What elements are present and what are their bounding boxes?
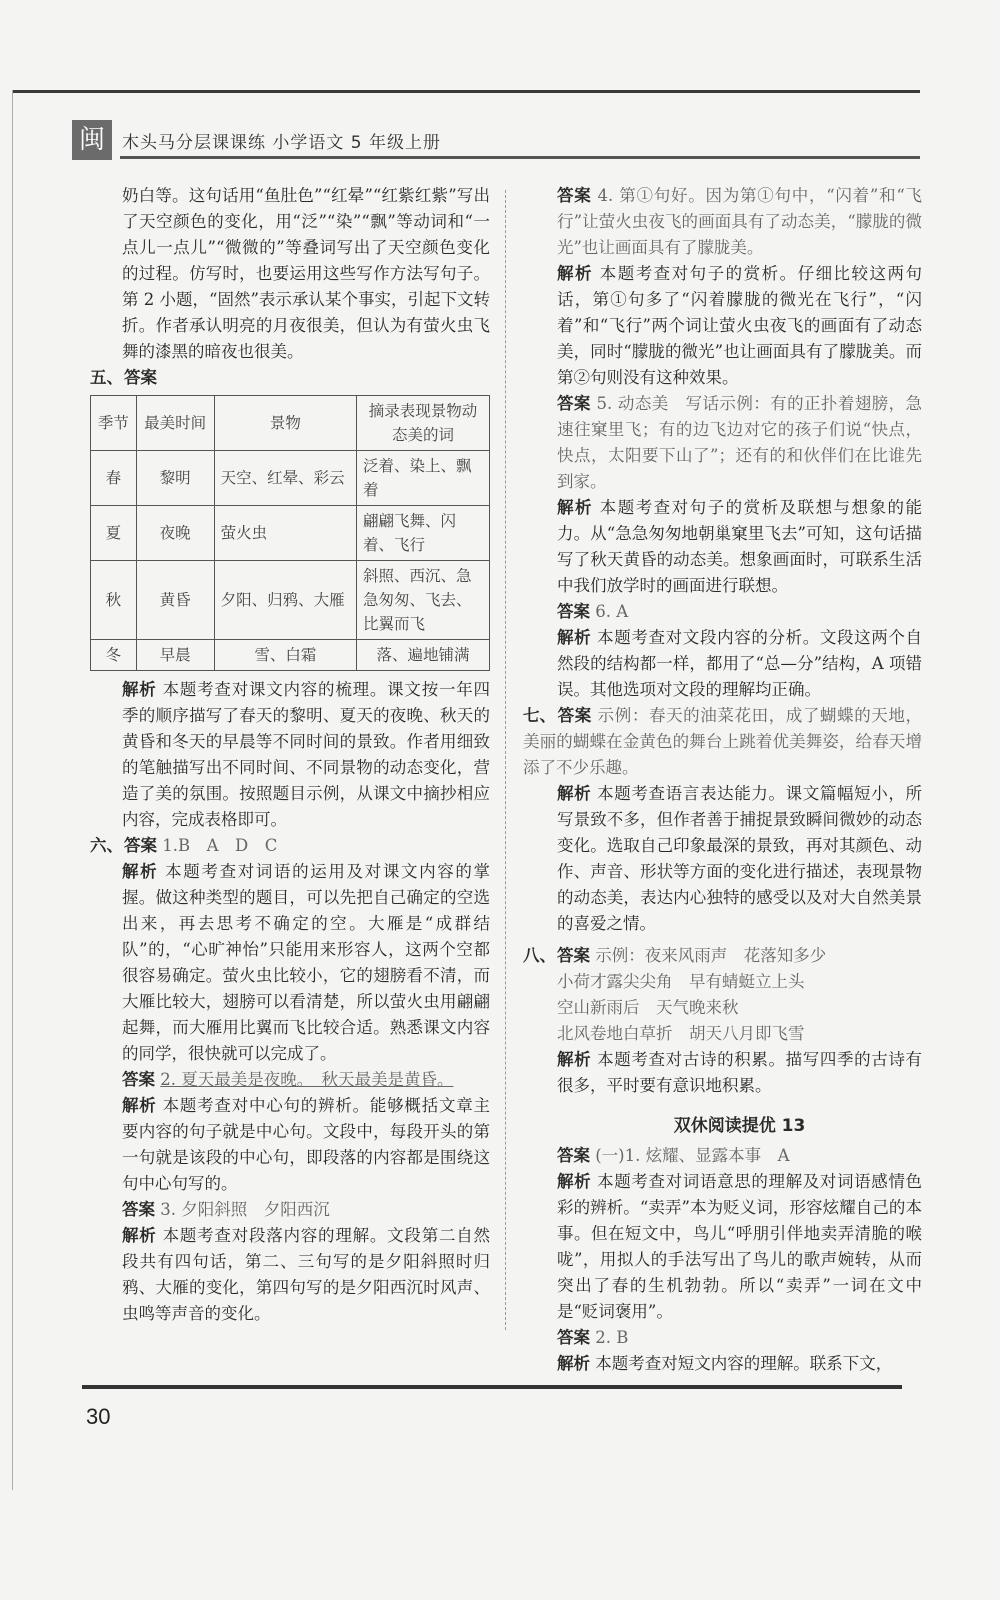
table-cell: 萤火虫 (214, 506, 356, 561)
table-cell: 夕阳、归鸦、大雁 (214, 561, 356, 640)
footer-rule (82, 1385, 902, 1389)
analysis-label: 解析 (557, 784, 592, 803)
section-number: 八、 (523, 946, 556, 965)
poem-line: 北风卷地白草折 胡天八月即飞雪 (557, 1024, 805, 1043)
series-logo: 闽 (72, 120, 112, 160)
table-cell: 泛着、染上、飘着 (357, 451, 490, 506)
analysis-paragraph (557, 1351, 922, 1377)
analysis-paragraph (557, 781, 922, 937)
analysis-label: 解析 (557, 1354, 590, 1373)
page-header (72, 120, 922, 160)
analysis-text: 本题考查语言表达能力。课文篇幅短小，所写景致不多，但作者善于捕捉景致瞬间微妙的动态变化。选取自己印象最深的景致，再对其颜色、动作、声音、形状等方面的变化进行描述，表现景物的动态美，表达内心独特的感受以及对大自然美景的喜爱之情。 (557, 784, 923, 933)
analysis-paragraph (557, 1047, 922, 1099)
section-number: 五、 (90, 368, 123, 387)
section-title: 双休阅读提优 13 (673, 1116, 806, 1136)
table-header: 摘录表现景物动态美的词 (357, 396, 490, 451)
answer-table (90, 395, 490, 671)
scan-edge (12, 90, 13, 1490)
top-rule (12, 90, 920, 93)
table-cell: 黄昏 (136, 561, 214, 640)
column-divider (505, 190, 506, 1330)
table-cell: 早晨 (136, 640, 214, 671)
poem-line: 小荷才露尖尖角 早有蜻蜓立上头 (557, 972, 805, 991)
section-7 (523, 703, 922, 781)
table-cell: 翩翩飞舞、闪着、飞行 (357, 506, 490, 561)
table-row (91, 561, 490, 640)
analysis-text: 本题考查对文段内容的分析。文段这两个自然段的结构都一样，都用了“总—分”结构，A 项错误。其他选项对文段的理解均正确。 (557, 628, 923, 699)
analysis-text: 本题考查对词语意思的理解及对词语感情色彩的辨析。“卖弄”本为贬义词，形容炫耀自己的本事。但在短文中，鸟儿“呼朋引伴地卖弄清脆的喉咙”，用拟人的手法写出了鸟儿的歌声婉转，从而突出了春的生机勃勃。所以“卖弄”一词在文中是“贬词褒用”。 (557, 1172, 923, 1321)
analysis-text: 本题考查对段落内容的理解。文段第二自然段共有四句话，第二、三句写的是夕阳斜照时归鸦、大雁的变化，第四句写的是夕阳西沉时风声、虫鸣等声音的变化。 (122, 1226, 491, 1323)
table-cell: 黎明 (136, 451, 214, 506)
table-row (91, 506, 490, 561)
analysis-text: 本题考查对句子的赏析。仔细比较这两句话，第①句多了“闪着朦胧的微光在飞行”，“闪着”和“飞行”两个词让萤火虫夜飞的画面有了动态美，同时“朦胧的微光”也让画面具有了朦胧美。而第②句则没有这种效果。 (557, 264, 923, 387)
table-cell: 雪、白霜 (214, 640, 356, 671)
answer-paragraph (557, 599, 922, 625)
answer-label: 答案 (557, 394, 591, 413)
answer-text: 2. 夏天最美是夜晚。 秋天最美是黄昏。 (160, 1070, 454, 1089)
table-header: 景物 (214, 396, 356, 451)
section-number: 七、 (523, 706, 556, 725)
intro-paragraph: 奶白等。这句话用“鱼肚色”“红晕”“红紫红紫”写出了天空颜色的变化，用“泛”“染”“飘”等动词和“一点儿一点儿”“微微的”等叠词写出了天空颜色变化的过程。仿写时，也要运用这些写作方法写句子。第 2 小题，“固然”表示承认某个事实，引起下文转折。作者承认明亮的月夜很美，但认为有萤火虫飞舞的漆黑的暗夜也很美。 (122, 186, 490, 361)
answer-paragraph (90, 1067, 490, 1093)
table-header: 季节 (91, 396, 137, 451)
analysis-text: 本题考查对短文内容的理解。联系下文， (595, 1354, 893, 1373)
table-header-row (91, 396, 490, 451)
section-8 (523, 943, 922, 969)
right-column (523, 183, 923, 1377)
table-cell: 落、遍地铺满 (357, 640, 490, 671)
table-cell: 冬 (91, 640, 137, 671)
analysis-text: 本题考查对句子的赏析及联想与想象的能力。从“急急匆匆地朝巢窠里飞去”可知，这句话描写了秋天黄昏的动态美。想象画面时，可联系生活中我们放学时的画面进行联想。 (557, 498, 923, 595)
answer-text: 3. 夕阳斜照 夕阳西沉 (160, 1200, 330, 1219)
header-rule (120, 156, 920, 159)
answer-label: 答案 (557, 186, 592, 205)
answer-label: 答案 (124, 368, 157, 387)
answer-label: 答案 (557, 602, 590, 621)
analysis-paragraph (557, 261, 922, 391)
analysis-label: 解析 (557, 1050, 592, 1069)
answer-label: 答案 (122, 1200, 155, 1219)
answer-label: 答案 (557, 1146, 590, 1165)
answer-paragraph (557, 391, 922, 495)
analysis-paragraph (557, 1169, 922, 1325)
analysis-label: 解析 (122, 1096, 157, 1115)
left-column (90, 183, 490, 1327)
answer-text: 5. 动态美 写话示例：有的正扑着翅膀，急速往窠里飞；有的边飞边对它的孩子们说“快点，快点，太阳要下山了”；还有的和伙伴们在比谁先到家。 (557, 394, 923, 491)
table-header: 最美时间 (136, 396, 214, 451)
analysis-text: 本题考查对词语的运用及对课文内容的掌握。做这种类型的题目，可以先把自己确定的空选出来，再去思考不确定的空。大雁是“成群结队”的，“心旷神怡”只能用来形容人，这两个空都很容易确定。萤火虫比较小，它的翅膀看不清，而大雁比较大，翅膀可以看清楚，所以萤火虫用翩翩起舞，而大雁用比翼而飞比较合适。熟悉课文内容的同学，很快就可以完成了。 (122, 862, 491, 1063)
table-cell: 夜晚 (136, 506, 214, 561)
analysis-paragraph (557, 625, 922, 703)
answer-label: 答案 (122, 1070, 155, 1089)
answer-text: 2. B (595, 1328, 629, 1347)
table-cell: 春 (91, 451, 137, 506)
poem-line: 示例：夜来风雨声 花落知多少 (595, 946, 827, 965)
answer-label: 答案 (557, 946, 590, 965)
section-6 (90, 833, 490, 859)
book-title: 木头马分层课课练 小学语文 5 年级上册 (122, 133, 442, 153)
answer-paragraph (557, 1143, 922, 1169)
analysis-paragraph (90, 1093, 490, 1197)
table-row (91, 451, 490, 506)
analysis-label: 解析 (122, 862, 159, 881)
section-5 (90, 365, 490, 391)
table-row (91, 640, 490, 671)
table-cell: 秋 (91, 561, 137, 640)
page-number: 30 (86, 1404, 111, 1429)
analysis-paragraph (90, 859, 490, 1067)
answer-label: 答案 (557, 1328, 590, 1347)
analysis-paragraph (557, 495, 922, 599)
answer-label: 答案 (557, 706, 592, 725)
table-cell: 天空、红晕、彩云 (214, 451, 356, 506)
table-cell: 斜照、西沉、急急匆匆、飞去、比翼而飞 (357, 561, 490, 640)
analysis-label: 解析 (122, 1226, 157, 1245)
poem-line: 空山新雨后 天气晚来秋 (557, 998, 739, 1017)
analysis-label: 解析 (122, 680, 157, 699)
analysis-text: 本题考查对古诗的积累。描写四季的古诗有很多，平时要有意识地积累。 (557, 1050, 923, 1095)
table-cell: 夏 (91, 506, 137, 561)
section-number: 六、 (90, 836, 123, 855)
answer-text: (一)1. 炫耀、显露本事 A (595, 1146, 790, 1165)
answer-paragraph (557, 1325, 922, 1351)
analysis-label: 解析 (557, 264, 593, 283)
answer-text: 1.B A D C (162, 836, 278, 855)
analysis-label: 解析 (557, 628, 592, 647)
answer-text: 示例：春天的油菜花田，成了蝴蝶的天地，美丽的蝴蝶在金黄色的舞台上跳着优美舞姿，给春天增添了不少乐趣。 (523, 706, 923, 777)
answer-paragraph (557, 183, 922, 261)
analysis-paragraph (90, 1223, 490, 1327)
answer-paragraph (90, 1197, 490, 1223)
analysis-label: 解析 (557, 1172, 592, 1191)
analysis-text: 本题考查对课文内容的梳理。课文按一年四季的顺序描写了春天的黎明、夏天的夜晚、秋天的黄昏和冬天的早晨等不同时间的景致。作者用细致的笔触描写出不同时间、不同景物的动态变化，营造了美的氛围。按照题目示例，从课文中摘抄相应内容，完成表格即可。 (122, 680, 491, 829)
answer-text: 4. 第①句好。因为第①句中，“闪着”和“飞行”让萤火虫夜飞的画面具有了动态美，“朦胧的微光”也让画面具有了朦胧美。 (557, 186, 923, 257)
answer-label: 答案 (124, 836, 157, 855)
analysis-text: 本题考查对中心句的辨析。能够概括文章主要内容的句子就是中心句。文段中，每段开头的第一句就是该段的中心句，即段落的内容都是围绕这句中心句写的。 (122, 1096, 491, 1193)
analysis-label: 解析 (557, 498, 593, 517)
answer-text: 6. A (595, 602, 629, 621)
analysis-paragraph (90, 677, 490, 833)
